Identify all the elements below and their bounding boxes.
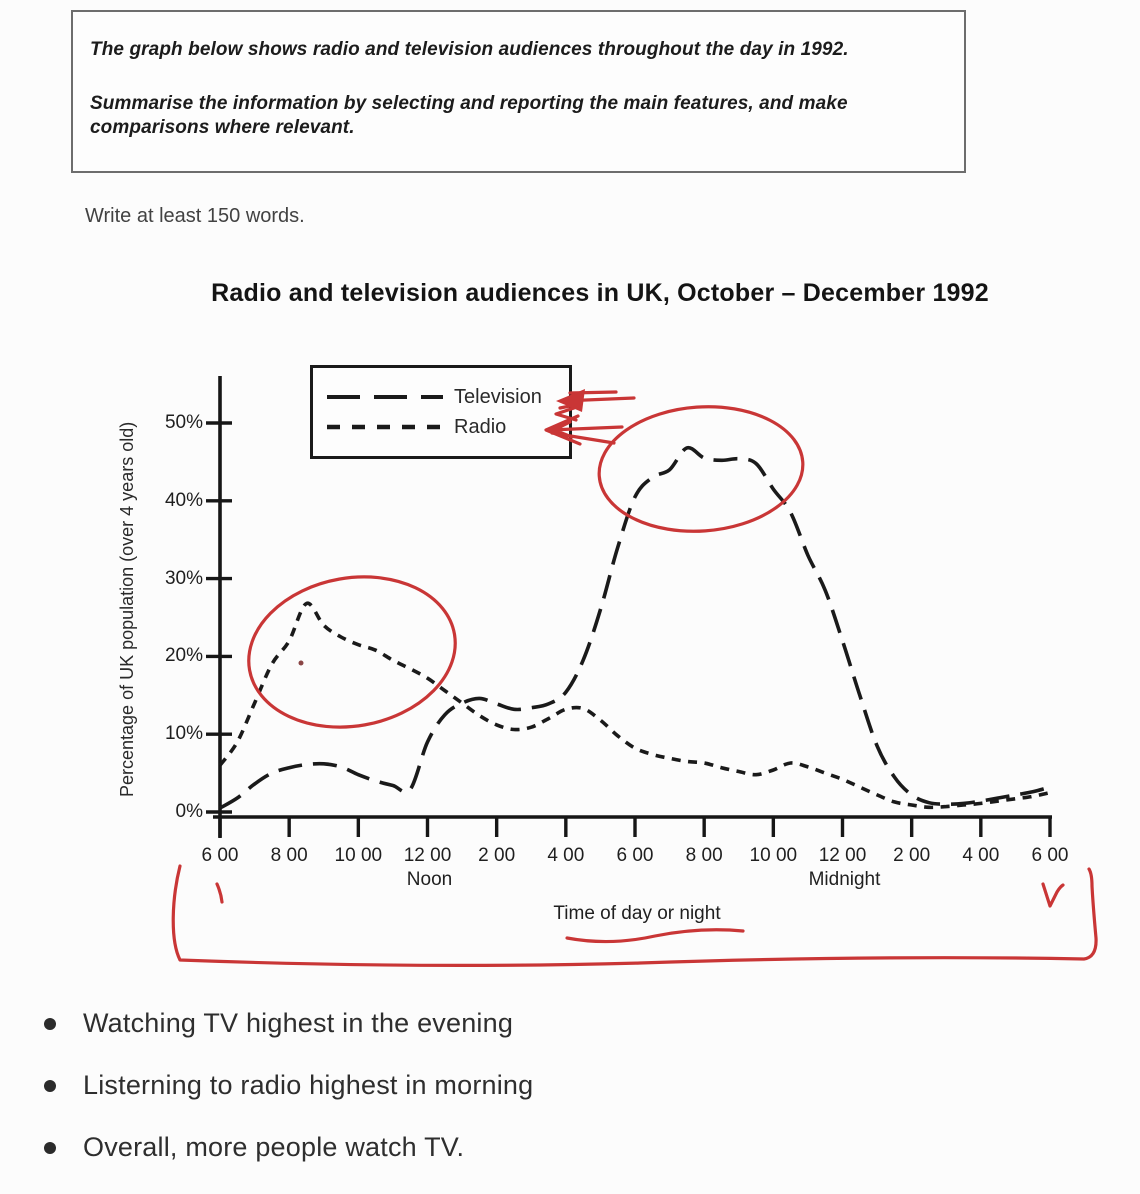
bullet-icon [44,1018,56,1030]
note-text: Watching TV highest in the evening [83,1008,514,1038]
chart-title: Radio and television audiences in UK, October – December 1992 [211,279,989,307]
y-tick-label: 20% [164,645,203,667]
circle-tv-evening-peak [595,400,807,538]
underline-x-axis-label [567,930,743,942]
y-tick-label: 0% [175,801,203,822]
x-tick-label: 10 00 [749,845,798,866]
legend-row-radio [326,415,569,439]
x-tick-label: 6 00 [1031,845,1069,866]
x-axis-label: Time of day or night [553,903,721,924]
x-tick-label: 8 00 [685,845,723,866]
y-tick-label: 30% [164,567,203,589]
x-tick-label: 4 00 [962,845,1000,866]
x-tick-label: 2 00 [478,845,516,866]
x-tick-label: 6 00 [616,845,654,866]
list-item [44,1008,1044,1039]
x-tick-label: 10 00 [334,845,383,866]
y-axis-title: Percentage of UK population (over 4 years old) [117,421,137,797]
x-tick-label: 4 00 [547,845,585,866]
tick-mark-left [217,884,222,902]
list-item [44,1070,1044,1101]
radio-short-dash-sample [326,423,444,431]
x-tick-label: 8 00 [270,845,308,866]
note-text: Overall, more people watch TV. [83,1132,465,1162]
radio-line [220,603,1050,807]
y-tick-label: 10% [164,723,203,745]
circle-radio-morning-peak [237,561,468,743]
stray-dot [299,661,304,666]
y-tick-label: 40% [164,489,203,511]
x-tick-label: 12 00 [403,845,452,866]
midnight-label: Midnight [808,869,881,890]
television-line [220,448,1050,808]
x-tick-label: 2 00 [893,845,931,866]
y-tick-label: 50% [164,412,203,433]
x-tick-label: 6 00 [201,845,239,866]
task-paragraph-2: Summarise the information by selecting and reporting the main features, and make comparisons where relevant. [90,93,848,138]
check-mark-right [1043,884,1063,906]
list-item [44,1132,1044,1163]
noon-label: Noon [406,869,453,890]
bullet-icon [44,1080,56,1092]
chart-legend [310,365,572,459]
legend-row-television [326,385,569,409]
task-paragraph-1: The graph below shows radio and television audiences throughout the day in 1992. [90,39,849,60]
bullet-icon [44,1142,56,1154]
word-count-instruction: Write at least 150 words. [85,205,305,227]
legend-label-television: Television [454,385,542,408]
x-tick-label: 12 00 [818,845,867,866]
notes-list [44,1008,1044,1194]
television-long-dash-sample [326,393,444,401]
legend-label-radio: Radio [454,415,507,438]
note-text: Listerning to radio highest in morning [83,1070,534,1100]
task-prompt-box [71,10,966,173]
